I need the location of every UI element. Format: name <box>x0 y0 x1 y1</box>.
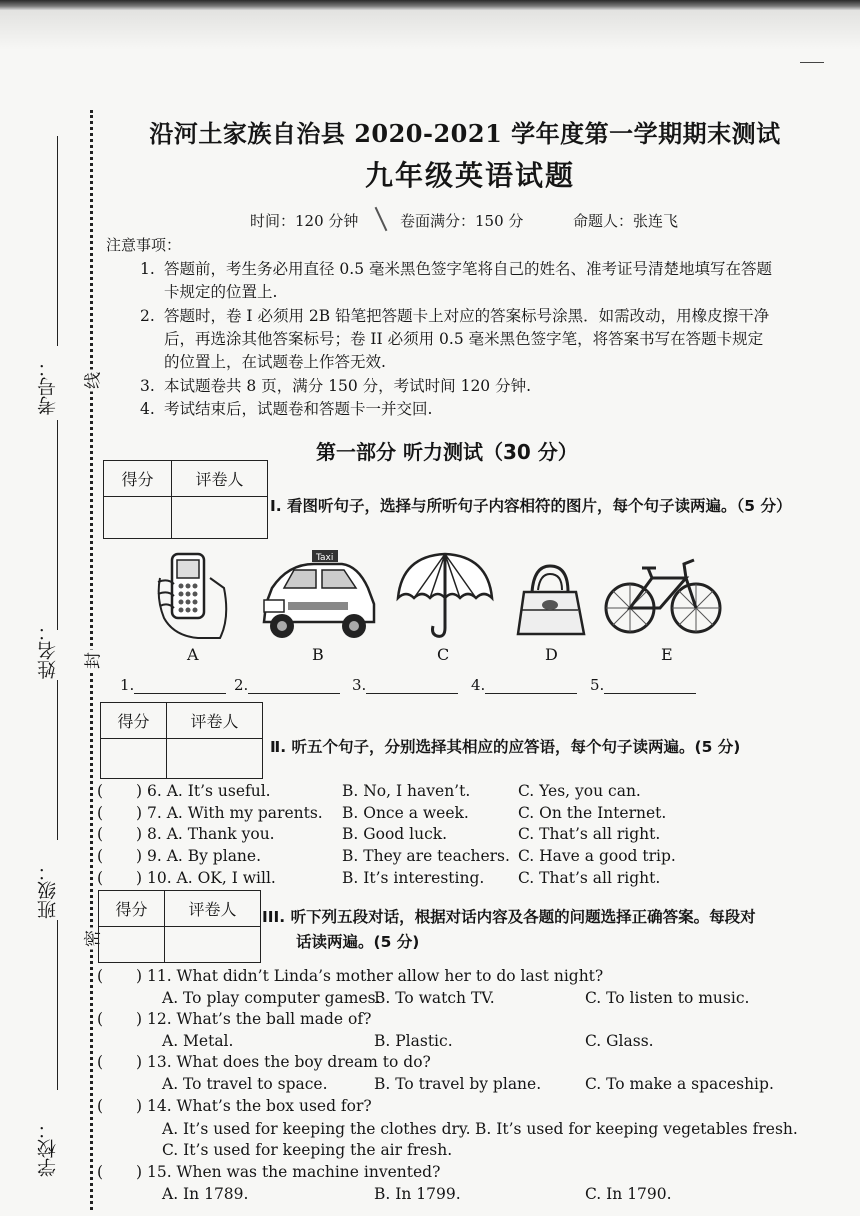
question-option-c: C. That’s all right. <box>518 825 661 843</box>
picture-label-a: A <box>187 645 199 664</box>
question-option-a: A. In 1789. <box>162 1185 249 1203</box>
question-option-a: ) 9. A. By plane. <box>136 847 262 865</box>
section3-heading: III. 听下列五段对话，根据对话内容及各题的问题选择正确答案。每段对 <box>262 908 756 926</box>
question-stem: ) 11. What didn’t Linda’s mother allow her to do last night? <box>136 967 604 985</box>
section3-heading-cont: 话读两遍。(5 分) <box>296 933 420 951</box>
notice-item-num: 4. <box>140 400 155 418</box>
notice-item <box>140 258 840 304</box>
name-label: 姓名： <box>37 622 59 679</box>
notice-item-text: 答题时，卷 I 必须用 2B 铅笔把答题卡上对应的答案标号涂黑．如需改动，用橡皮擦干净 <box>164 307 770 325</box>
picture-label-d: D <box>545 645 558 664</box>
picture-label-b: B <box>312 645 324 664</box>
grader-label: 评卷人 <box>172 461 268 497</box>
exam-no-label: 考号： <box>37 358 59 415</box>
answer-paren[interactable]: ( <box>97 1163 104 1181</box>
line-char: 线 <box>79 370 104 392</box>
score-box <box>98 890 261 963</box>
answer-blank-num: 2. <box>234 676 249 694</box>
question-option-b: B. To watch TV. <box>374 989 495 1007</box>
score-cell[interactable] <box>99 927 165 963</box>
score-label: 得分 <box>104 461 172 497</box>
part1-title: 第一部分 听力测试（30 分） <box>316 440 578 464</box>
notice-item-text: 后，再选涂其他答案标号；卷 II 必须用 0.5 毫米黑色签字笔，将答案书写在答题卡规定 <box>164 330 764 348</box>
question-option-b: B. In 1799. <box>374 1185 461 1203</box>
answer-paren[interactable]: ( <box>97 869 104 887</box>
question-option-c: C. Glass. <box>585 1032 654 1050</box>
score-cell[interactable] <box>104 497 172 539</box>
question-option-b: B. No, I haven’t. <box>342 782 471 800</box>
answer-paren[interactable]: ( <box>97 825 104 843</box>
question-option-c: C. On the Internet. <box>518 804 667 822</box>
picture-label-c: C <box>437 645 450 664</box>
notice-item-num: 1. <box>140 260 155 278</box>
answer-blank-num: 4. <box>471 676 486 694</box>
notice-item-text: 卡规定的位置上. <box>164 283 278 301</box>
question-stem: ) 12. What’s the ball made of? <box>136 1010 372 1028</box>
question-stem: ) 15. When was the machine invented? <box>136 1163 441 1181</box>
answer-blank-num: 3. <box>352 676 367 694</box>
exam-no-line-2 <box>57 420 58 630</box>
notice-item-text: 本试题卷共 8 页，满分 150 分，考试时间 120 分钟. <box>164 377 532 395</box>
taxi-sign-text: Taxi <box>316 553 334 563</box>
answer-blank-5[interactable] <box>590 676 696 694</box>
answer-underline[interactable] <box>248 678 340 694</box>
scan-shadow <box>0 10 860 50</box>
question-option-c: C. That’s all right. <box>518 869 661 887</box>
question-option-a: A. To play computer games. <box>162 989 381 1007</box>
answer-blank-1[interactable] <box>120 676 226 694</box>
question-option-b: B. It’s interesting. <box>342 869 485 887</box>
picture-label-e: E <box>661 645 673 664</box>
question-option-c: C. In 1790. <box>585 1185 672 1203</box>
question-option-a: ) 6. A. It’s useful. <box>136 782 271 800</box>
answer-blank-3[interactable] <box>352 676 458 694</box>
answer-paren[interactable]: ( <box>97 804 104 822</box>
section2-heading: Ⅱ. 听五个句子，分别选择其相应的应答语，每个句子读两遍。(5 分) <box>270 738 741 756</box>
question-option-b: B. To travel by plane. <box>374 1075 542 1093</box>
answer-paren[interactable]: ( <box>97 1097 104 1115</box>
seal-char: 封 <box>79 650 104 672</box>
grader-cell[interactable] <box>172 497 268 539</box>
question-option-b: B. Good luck. <box>342 825 448 843</box>
corner-mark <box>800 62 824 63</box>
question-option-b: B. They are teachers. <box>342 847 510 865</box>
question-option-c: C. It’s used for keeping the air fresh. <box>162 1141 453 1159</box>
question-option-a: ) 8. A. Thank you. <box>136 825 275 843</box>
section1-heading: I. 看图听句子，选择与所听句子内容相符的图片，每个句子读两遍。（5 分） <box>270 497 792 515</box>
score-label: 得分 <box>99 891 165 927</box>
question-stem: ) 14. What’s the box used for? <box>136 1097 372 1115</box>
class-line <box>57 920 58 1090</box>
notice-item-num: 3. <box>140 377 155 395</box>
score-label: 得分 <box>101 703 167 739</box>
answer-underline[interactable] <box>366 678 458 694</box>
answer-blank-num: 5. <box>590 676 605 694</box>
notice-heading: 注意事项： <box>106 236 182 254</box>
school-label: 学校： <box>37 1120 59 1177</box>
score-cell[interactable] <box>101 739 167 779</box>
question-option-c: C. Yes, you can. <box>518 782 641 800</box>
full-score: 卷面满分：150 分 <box>400 212 524 230</box>
question-option-b: B. It’s used for keeping vegetables fresh. <box>475 1120 798 1138</box>
handbag-icon <box>512 560 588 640</box>
exam-title: 沿河土家族自治县 2020-2021 学年度第一学期期末测试 <box>149 119 781 148</box>
notice-item-text: 的位置上，在试题卷上作答无效. <box>164 353 386 371</box>
answer-underline[interactable] <box>485 678 577 694</box>
answer-blank-4[interactable] <box>471 676 577 694</box>
notice-item <box>140 375 840 398</box>
question-option-a: ) 7. A. With my parents. <box>136 804 323 822</box>
question-option-c: C. To listen to music. <box>585 989 750 1007</box>
name-line <box>57 680 58 840</box>
pen-mark <box>375 207 388 231</box>
question-option-a: ) 10. A. OK, I will. <box>136 869 276 887</box>
exam-author: 命题人：张连飞 <box>573 212 679 230</box>
notice-item <box>140 398 840 421</box>
question-option-a: A. It’s used for keeping the clothes dry. <box>162 1120 471 1138</box>
answer-blank-2[interactable] <box>234 676 340 694</box>
answer-paren[interactable]: ( <box>97 1053 104 1071</box>
secret-char: 密 <box>79 928 104 950</box>
answer-paren[interactable]: ( <box>97 847 104 865</box>
umbrella-icon <box>394 548 496 640</box>
question-option-c: C. Have a good trip. <box>518 847 676 865</box>
answer-underline[interactable] <box>134 678 226 694</box>
grader-cell[interactable] <box>167 739 263 779</box>
taxi-icon <box>258 548 380 642</box>
exam-subtitle: 九年级英语试题 <box>364 159 575 192</box>
notice-item-num: 2. <box>140 307 155 325</box>
notice-item-text: 答题前，考生务必用直径 0.5 毫米黑色签字笔将自己的姓名、准考证号清楚地填写在答题 <box>164 260 773 278</box>
score-box <box>103 460 268 539</box>
question-option-c: C. To make a spaceship. <box>585 1075 774 1093</box>
grader-cell[interactable] <box>165 927 261 963</box>
answer-blank-num: 1. <box>120 676 135 694</box>
class-label: 班级： <box>37 862 59 919</box>
mobile-phone-icon <box>150 548 234 640</box>
bicycle-icon <box>604 552 722 636</box>
question-option-a: A. To travel to space. <box>162 1075 328 1093</box>
scan-edge <box>0 0 860 10</box>
answer-paren[interactable]: ( <box>97 1010 104 1028</box>
notice-item <box>140 305 840 374</box>
answer-paren[interactable]: ( <box>97 967 104 985</box>
score-box <box>100 702 263 779</box>
question-option-b: B. Once a week. <box>342 804 469 822</box>
answer-underline[interactable] <box>604 678 696 694</box>
notice-item-text: 考试结束后，试题卷和答题卡一并交回. <box>164 400 433 418</box>
question-option-a: A. Metal. <box>162 1032 234 1050</box>
exam-time: 时间：120 分钟 <box>250 212 359 230</box>
question-stem: ) 13. What does the boy dream to do? <box>136 1053 431 1071</box>
grader-label: 评卷人 <box>167 703 263 739</box>
grader-label: 评卷人 <box>165 891 261 927</box>
answer-paren[interactable]: ( <box>97 782 104 800</box>
question-option-b: B. Plastic. <box>374 1032 453 1050</box>
